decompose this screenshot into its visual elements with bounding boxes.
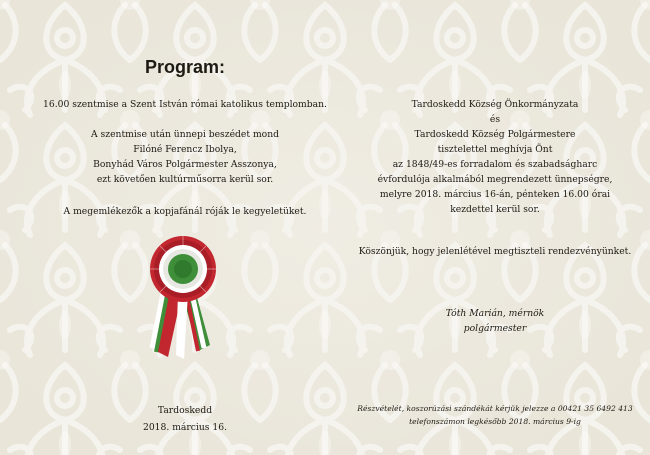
- thanks-text: Köszönjük, hogy jelenlétével megtiszteli rendezvényünket.: [358, 246, 632, 257]
- date-text: 2018. március 16.: [142, 422, 228, 433]
- invitation-line: Tardoskedd Község Polgármestere: [414, 129, 576, 140]
- speech-line: ezt követően kultúrműsorra kerül sor.: [96, 174, 274, 185]
- invitation-line: évfordulója alkalmából megrendezett ünnepségre,: [377, 174, 613, 185]
- signature-name: Tóth Marián, mérnök: [445, 308, 545, 319]
- signature-title: polgármester: [463, 323, 527, 334]
- right-page: [340, 0, 650, 455]
- speech-line: A szentmise után ünnepi beszédet mond: [90, 129, 280, 140]
- speech-line: Bonyhád Város Polgármester Asszonya,: [93, 159, 277, 170]
- left-page: [20, 0, 350, 455]
- rsvp-note-line: telefonszámon legkésőbb 2018. március 9-ig: [409, 417, 581, 426]
- invitation-line: és: [489, 114, 501, 125]
- invitation-line: Tardoskedd Község Önkormányzata: [411, 99, 579, 110]
- invitation-line: tisztelettel meghívja Önt: [437, 144, 553, 155]
- invitation-line: az 1848/49-es forradalom és szabadságharc: [392, 159, 598, 170]
- wreath-text: A megemlékezők a kopjafánál róják le kegyeletüket.: [63, 206, 307, 217]
- speech-line: Filóné Ferencz Ibolya,: [133, 144, 237, 155]
- invitation-line: kezdettel kerül sor.: [450, 204, 540, 215]
- mass-text: 16.00 szentmise a Szent István római katolikus templomban.: [43, 99, 327, 110]
- invitation-line: melyre 2018. március 16-án, pénteken 16.00 órai: [379, 189, 611, 200]
- program-title: Program:: [144, 57, 225, 77]
- hungarian-cockade-icon: [138, 233, 228, 373]
- rsvp-note-line: Részvételét, koszorúzási szándékát kérjük jelezze a 00421 35 6492 413: [357, 404, 633, 413]
- place-text: Tardoskedd: [157, 405, 213, 416]
